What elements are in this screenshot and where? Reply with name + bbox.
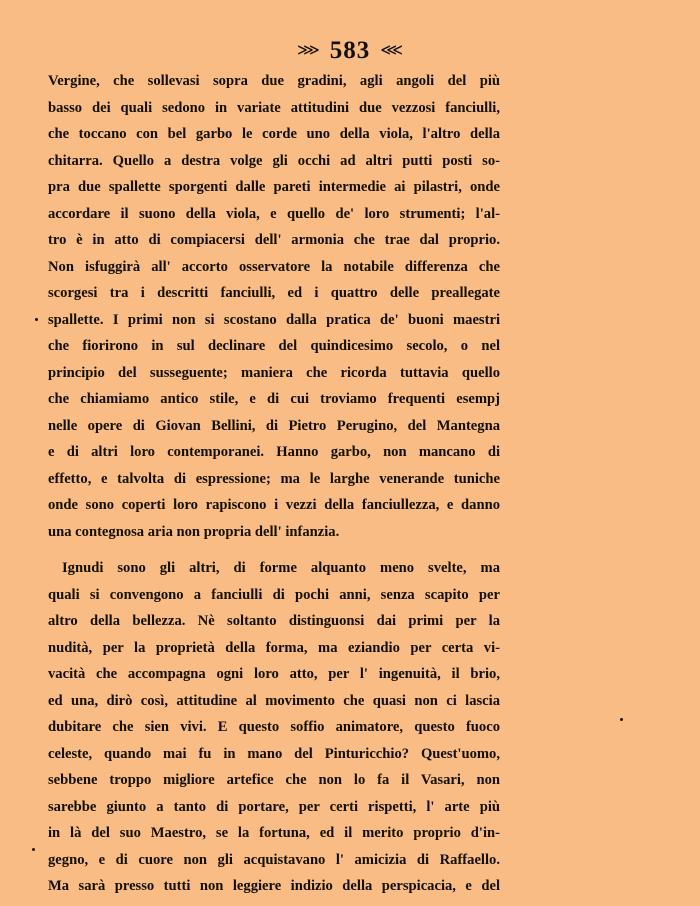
text-line: Ignudi sono gli altri, di forme alquanto meno svelte, ma <box>62 560 500 576</box>
text-line: effetto, e talvolta di espressione; ma le larghe venerande tuniche <box>48 470 500 487</box>
ink-speck <box>35 318 38 321</box>
text-line: principio del susseguente; maniera che ricorda tuttavia quello <box>48 364 500 381</box>
text-line: vacità che accompagna ogni loro atto, per l' ingenuità, il brio, <box>48 666 500 682</box>
text-line: onde sono coperti loro rapiscono i vezzi della fanciullezza, e danno <box>48 497 500 513</box>
text-line: dubitare che sien vivi. E questo soffio animatore, questo fuoco <box>48 719 500 735</box>
text-line: che toccano con bel garbo le corde uno della viola, l'altro della <box>48 126 500 142</box>
text-line: e di altri loro contemporanei. Hanno garbo, non mancano di <box>48 444 500 460</box>
text-line: una contegnosa aria non propria dell' infanzia. <box>48 523 340 540</box>
paragraph-1 <box>48 68 500 545</box>
ink-speck <box>620 718 623 721</box>
page-header <box>0 37 700 65</box>
text-line: Ma sarà presso tutti non leggiere indizio della perspicacia, e del <box>48 878 500 894</box>
text-line: Vergine, che sollevasi sopra due gradini, agli angoli del più <box>48 73 500 89</box>
text-line: altro della bellezza. Nè soltanto distinguonsi dai primi per la <box>48 613 500 629</box>
text-line: pra due spallette sporgenti dalle pareti intermedie ai pilastri, onde <box>48 179 500 195</box>
text-line: in là del suo Maestro, se la fortuna, ed il merito proprio d'in- <box>48 825 500 841</box>
text-line: scorgesi tra i descritti fanciulli, ed i quattro delle preallegate <box>48 285 500 301</box>
paragraph-gap <box>48 545 500 555</box>
text-line: ed una, dirò così, attitudine al movimento che quasi non ci lascia <box>48 692 500 709</box>
text-line: nudità, per la proprietà della forma, ma eziandio per certa vi- <box>48 639 500 656</box>
text-line: sebbene troppo migliore artefice che non lo fa il Vasari, non <box>48 772 500 788</box>
text-line: basso dei quali sedono in variate attitudini due vezzosi fanciulli, <box>48 99 500 116</box>
text-line: che fiorirono in sul declinare del quindicesimo secolo, o nel <box>48 338 500 354</box>
text-line: celeste, quando mai fu in mano del Pinturicchio? Quest'uomo, <box>48 745 500 762</box>
text-line: Non isfuggirà all' accorto osservatore la notabile differenza che <box>48 258 500 275</box>
text-line: chitarra. Quello a destra volge gli occhi ad altri putti posti so- <box>48 152 500 169</box>
text-line: gegno, e di cuore non gli acquistavano l' amicizia di Raffaello. <box>48 851 500 868</box>
ink-speck <box>32 848 35 851</box>
text-line: sarebbe giunto a tanto di portare, per certi rispetti, l' arte più <box>48 798 500 815</box>
paragraph-2 <box>48 555 500 900</box>
text-line: accordare il suono della viola, e quello de' loro strumenti; l'al- <box>48 205 500 222</box>
text-line: che chiamiamo antico stile, e di cui troviamo frequenti esempj <box>48 391 500 407</box>
body-text <box>48 68 500 900</box>
text-line: spallette. I primi non si scostano dalla pratica de' buoni maestri <box>48 311 500 328</box>
text-line: quali si convengono a fanciulli di pochi anni, senza scapito per <box>48 586 500 603</box>
text-line: nelle opere di Giovan Bellini, di Pietro Perugino, del Mantegna <box>48 417 500 434</box>
text-line: tro è in atto di compiacersi dell' armonia che trae dal proprio. <box>48 232 500 248</box>
page-number: 583 <box>329 37 371 64</box>
ornament-left-icon: ⋙ <box>296 42 320 59</box>
ornament-right-icon: ⋘ <box>380 42 404 59</box>
